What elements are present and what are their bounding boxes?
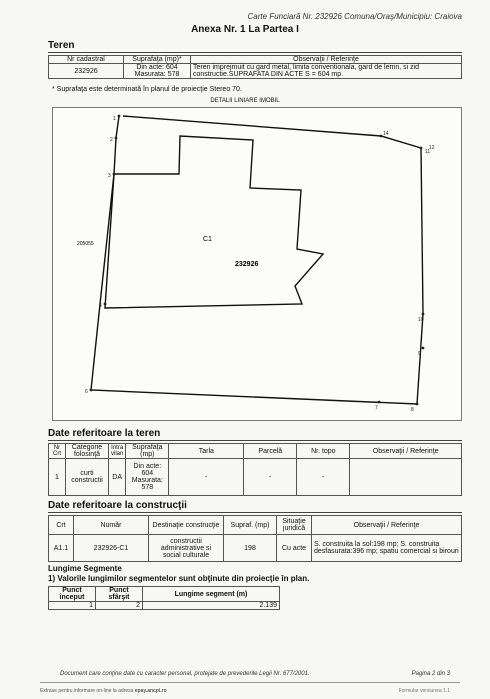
th-punct-inceput: Punct început [49, 587, 96, 602]
teren-row-tarla: - [169, 459, 244, 496]
point-marker [115, 137, 118, 140]
th-suprafata: Supraf. (mp) [224, 516, 277, 535]
point-label-2: 2 [110, 137, 113, 143]
th-nr-cadastral: Nr cadastral [49, 56, 124, 64]
point-marker [104, 303, 107, 306]
point-marker [416, 403, 419, 406]
point-marker [90, 389, 93, 392]
section-rule [48, 52, 462, 53]
th-suprafata: Suprafaţa (mp)* [124, 56, 191, 64]
parcel-label: 232926 [235, 261, 259, 268]
point-marker [422, 347, 425, 350]
neighbor-label: 205055 [77, 241, 94, 247]
point-label-8: 8 [411, 407, 414, 413]
building-label-c1: C1 [203, 236, 212, 243]
th-categorie: Categorie folosinţă [66, 444, 109, 459]
point-marker [118, 115, 121, 118]
point-label-6: 6 [85, 389, 88, 395]
constructie-crt: A1.1 [49, 535, 74, 562]
point-label-14: 14 [383, 131, 389, 137]
teren-footnote: * Suprafaţa este determinată în planul de proiecţie Stereo 70. [52, 86, 242, 93]
th-destinatie: Destinaţie construcţie [149, 516, 224, 535]
section-title-referitoare-constructii: Date referitoare la construcţii [48, 500, 187, 511]
building-c1-outline [105, 136, 323, 308]
point-label-10: 10 [418, 317, 424, 323]
segmente-subtitle: 1) Valorile lungimilor segmentelor sunt obţinute din proiecţie în plan. [48, 574, 310, 583]
section-rule [48, 440, 462, 441]
segment-end: 2 [96, 602, 143, 610]
carte-funciara-header: Carte Funciară Nr. 232926 Comuna/Oraş/Municipiu: Craiova [247, 12, 462, 21]
referitoare-constructii-table [48, 515, 462, 562]
th-tarla: Tarla [169, 444, 244, 459]
parcel-plan-svg [53, 108, 461, 420]
constructie-destinatie: constructii administrative si social culturale [149, 535, 224, 562]
teren-supr-masurata: Masurata: 578 [134, 71, 180, 78]
point-marker [420, 147, 423, 150]
teren-row-nr: 1 [49, 459, 66, 496]
constructie-situatie: Cu acte [277, 535, 312, 562]
point-label-3: 3 [108, 173, 111, 179]
footer-form-version: Formular versiunea 1.1 [398, 688, 450, 694]
th-intravilan: Intra vilan [109, 444, 126, 459]
teren-obs-line2: constructie.SUPRAFATA DIN ACTE S = 604 mp. [193, 71, 344, 78]
point-label-4: 4 [99, 303, 102, 309]
th-numar: Număr [74, 516, 149, 535]
point-label-1: 1 [113, 116, 116, 122]
teren-obs-line1: Teren imprejmuit cu gard metal, limita conventionala, gard de lemn, si zid [193, 64, 420, 71]
teren-observatii [191, 64, 462, 79]
th-lungime-segment: Lungime segment (m) [143, 587, 280, 602]
th-suprafata: Suprafaţa (mp) [126, 444, 169, 459]
constructie-observatii [312, 535, 462, 562]
footer-online-site[interactable]: epay.ancpi.ro [134, 688, 167, 694]
footer-rule [40, 682, 460, 683]
teren-table [48, 55, 462, 79]
annex-title: Anexa Nr. 1 La Partea I [191, 24, 299, 35]
th-nr-topo: Nr. topo [297, 444, 350, 459]
segment-start: 1 [49, 602, 96, 610]
teren-row-parcela: - [244, 459, 297, 496]
footer-online-extract [40, 688, 167, 694]
th-nr-crt: Nr Crt [49, 444, 66, 459]
footer-legal-note: Document care conţine date cu caracter personal, protejate de prevederile Legii Nr. 677/2001. [60, 671, 310, 677]
th-parcela: Parcelă [244, 444, 297, 459]
point-marker [113, 173, 116, 176]
parcel-plan [52, 107, 462, 421]
section-title-referitoare-teren: Date referitoare la teren [48, 428, 161, 439]
point-marker [422, 313, 425, 316]
boundary-points [90, 115, 425, 406]
section-title-teren: Teren [48, 40, 75, 51]
point-label-12: 12 [429, 145, 435, 151]
referitoare-teren-table [48, 443, 462, 496]
th-crt: Crt [49, 516, 74, 535]
th-observatii: Observaţii / Referinţe [191, 56, 462, 64]
plan-caption: DETALII LINIARE IMOBIL [210, 98, 280, 104]
constructie-numar: 232926-C1 [74, 535, 149, 562]
th-situatie-juridica: Situaţie juridică [277, 516, 312, 535]
constructie-obs-line2: desfasurata:396 mp; spatiu comercial si birouri [314, 548, 459, 555]
segment-length: 2.139 [143, 602, 280, 610]
section-title-segmente: Lungime Segmente [48, 564, 122, 573]
teren-nr-cadastral: 232926 [49, 64, 124, 79]
teren-row-suprafata: Din acte: 604 Masurata: 578 [126, 459, 169, 496]
teren-row-observatii [350, 459, 462, 496]
constructie-suprafata: 198 [224, 535, 277, 562]
teren-row-categorie: curti constructii [66, 459, 109, 496]
constructie-obs-line1: S. construita la sol:198 mp; S. construita [314, 541, 440, 548]
th-observatii: Observaţii / Referinţe [350, 444, 462, 459]
th-observatii: Observaţii / Referinţe [312, 516, 462, 535]
point-marker [378, 401, 381, 404]
footer-page-number: Pagina 2 din 3 [411, 671, 450, 677]
teren-row-intravilan: DA [109, 459, 126, 496]
teren-row-nr-topo: - [297, 459, 350, 496]
point-label-9: 9 [418, 351, 421, 357]
teren-supr-acte: Din acte: 604 [136, 64, 178, 71]
point-label-7: 7 [375, 405, 378, 411]
point-label-11: 11 [425, 149, 431, 155]
point-marker [380, 135, 383, 138]
footer-online-prefix: Extrase pentru informare on-line la adresa [40, 688, 134, 694]
teren-suprafata [124, 64, 191, 79]
section-rule [48, 512, 462, 513]
parcel-boundary [91, 116, 423, 404]
segmente-table [48, 586, 280, 610]
th-punct-sfarsit: Punct sfârşit [96, 587, 143, 602]
